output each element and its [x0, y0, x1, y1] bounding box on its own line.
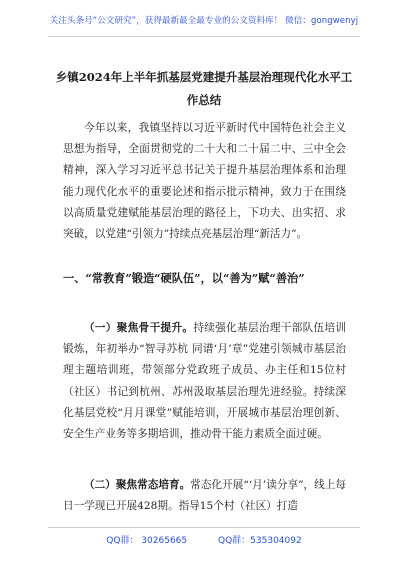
section-1-heading: 一、“常教育”锻造“硬队伍”，以“善为”赋“善治”: [63, 271, 305, 285]
footer: [0, 533, 408, 546]
subsection-1-text: 持续强化基层治理干部队伍培训锻炼，年初举办“智寻苏杭 同谱‘月’章”党建引领城市基层治理主题培训班，带领部分党政班子成员、办主任和15位村（社区）书记到杭州、苏州汲取基层治理先进经验。持续深化基层党校“月月课堂”赋能培训，开展城市基层治理创新、安全生产业务等多期培训，推动骨干能力素质全面过硬。: [63, 322, 347, 441]
subsection-2-paragraph: [63, 475, 346, 517]
header-divider: [48, 36, 360, 37]
intro-paragraph: [63, 118, 346, 245]
footer-qq-group-1: QQ群： 30265665: [106, 536, 188, 546]
subsection-2: [63, 475, 346, 517]
intro-text: 今年以来，我镇坚持以习近平新时代中国特色社会主义思想为指导，全面贯彻党的二十大和二十届二中、三中全会精神，深入学习习近平总书记关于提升基层治理体系和治理能力现代化水平的重要论述和指示批示精神，致力于在围绕以高质量党建赋能基层治理的路径上，下功夫、出实招、求突破，以党建“引领力”持续点亮基层治理“新活力”。: [63, 122, 346, 241]
subsection-1: [63, 318, 346, 445]
subsection-1-paragraph: [63, 318, 346, 445]
subsection-1-heading: （一）聚焦骨干提升。: [84, 322, 194, 334]
subsection-2-text: 常态化开展“‘月’读分享”，线上每日一学现已开展428期。指导15个村（社区）打造: [63, 479, 346, 513]
document-title: 乡镇2024年上半年抓基层党建提升基层治理现代化水平工作总结: [55, 70, 353, 107]
footer-divider: [48, 527, 360, 528]
header-note: 关注头条号“公文研究”，获得最新最全最专业的公文资料库！ 微信：gongwenyj: [49, 16, 359, 26]
subsection-2-heading: （二）聚焦常态培育。: [84, 479, 191, 491]
footer-qq-group-2: QQ群：535304092: [218, 536, 302, 546]
